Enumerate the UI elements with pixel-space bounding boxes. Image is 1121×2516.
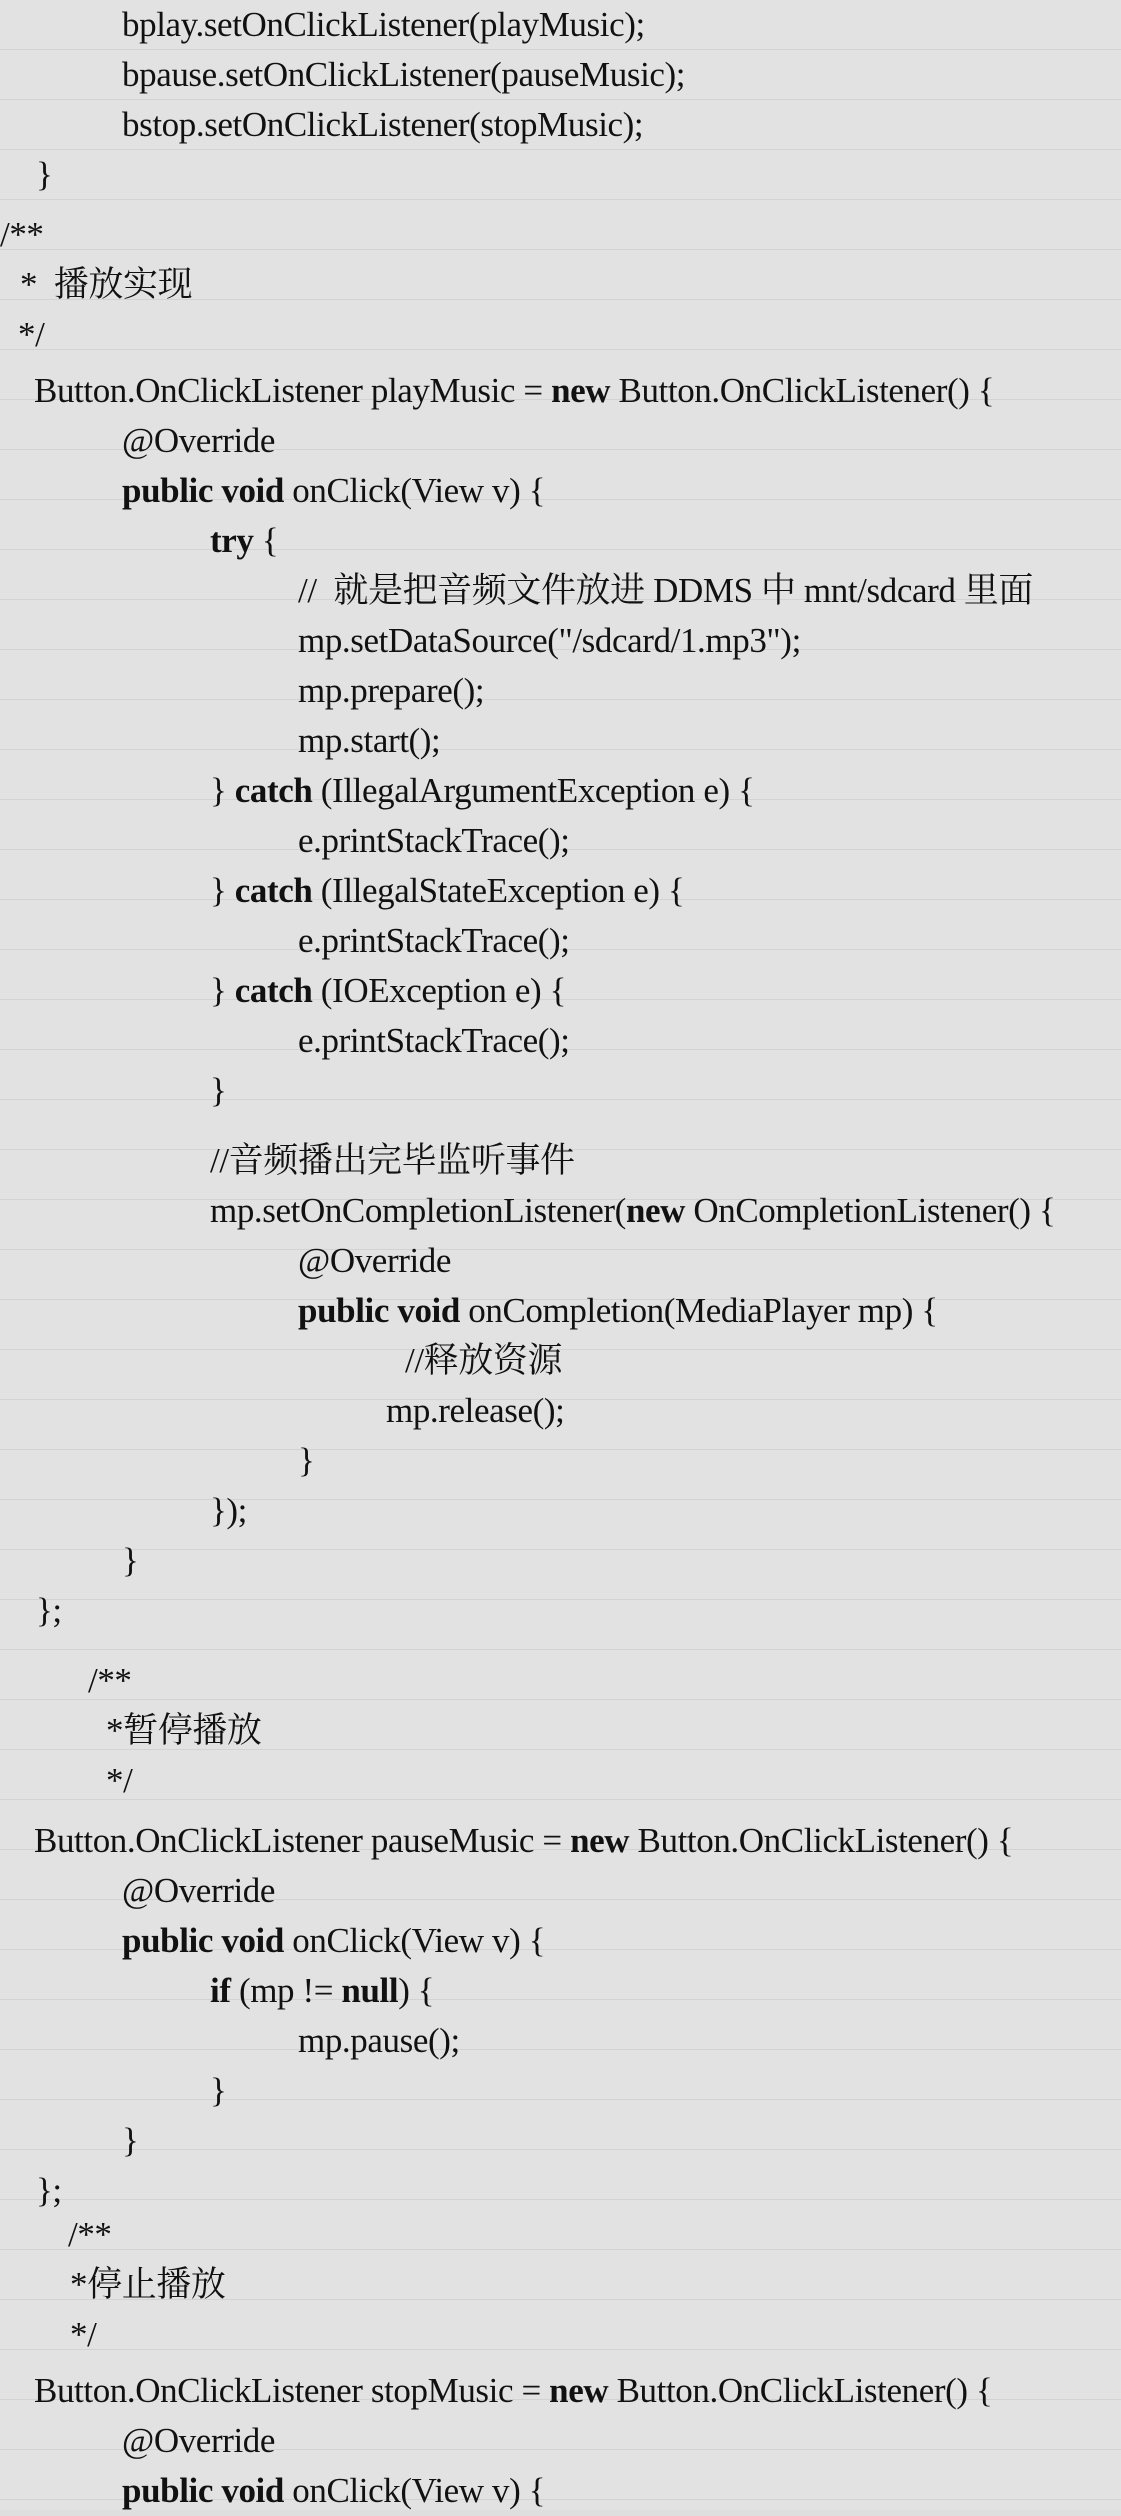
code-line [36,1586,62,1636]
code-text: /** [88,1661,132,1700]
code-text: } [122,2121,139,2160]
code-line [298,1016,570,1066]
code-keyword: null [341,1971,399,2010]
code-line [70,2310,96,2360]
code-text: Button.OnClickListener() { [608,2371,993,2410]
code-text: @Override [122,1871,276,1910]
code-text: Button.OnClickListener() { [629,1821,1014,1860]
code-keyword: void [221,471,284,510]
code-keyword: void [221,2471,284,2510]
code-text: mp.pause(); [298,2021,460,2060]
code-line [36,150,52,200]
code-keyword: public [122,1921,213,1960]
code-line [298,716,440,766]
code-text: } [122,1541,139,1580]
code-line [298,916,570,966]
code-text: bplay.setOnClickListener(playMusic); [122,5,645,44]
code-text: ) { [398,1971,435,2010]
code-text: Button.OnClickListener playMusic = [34,371,552,410]
code-text: }); [210,1491,247,1530]
code-text: @Override [122,2421,276,2460]
code-keyword: new [570,1821,630,1860]
code-text: mp.prepare(); [298,671,485,710]
code-text: onClick(View v) { [283,471,546,510]
code-text: * 播放实现 [20,265,193,304]
code-line [210,1966,434,2016]
code-text: @Override [122,421,276,460]
code-text: *停止播放 [70,2265,226,2304]
code-text: } [36,155,53,194]
code-text: Button.OnClickListener stopMusic = [34,2371,550,2410]
code-line [298,816,570,866]
code-line [210,2066,226,2116]
code-text: (IllegalStateException e) { [312,871,685,910]
code-line [210,1136,575,1186]
code-text: //音频播出完毕监听事件 [210,1141,575,1180]
code-text: e.printStackTrace(); [298,921,570,960]
code-text: } [210,971,235,1010]
code-text: } [210,771,235,810]
code-text: (IllegalArgumentException e) { [312,771,755,810]
code-line [122,1536,138,1586]
code-text: /** [0,215,44,254]
code-line [88,1656,132,1706]
code-keyword: new [625,1191,686,1230]
code-text: e.printStackTrace(); [298,1021,570,1060]
code-line [210,766,755,816]
code-line [210,1066,226,1116]
code-text: onClick(View v) { [283,2471,546,2510]
code-text: OnCompletionListener() { [685,1191,1056,1230]
code-text: bstop.setOnClickListener(stopMusic); [122,105,644,144]
code-keyword: catch [234,871,313,910]
code-line [106,1756,132,1806]
code-text: */ [106,1761,133,1800]
code-line [298,666,484,716]
code-keyword: void [397,1291,460,1330]
code-text: } [210,2071,227,2110]
code-keyword: public [122,2471,213,2510]
code-line [0,210,44,260]
code-text: /** [68,2215,112,2254]
code-line [210,1186,1055,1236]
code-line [68,2210,112,2260]
code-text: */ [70,2315,97,2354]
code-line [34,2366,992,2416]
code-line [122,416,275,466]
code-keyword: public [298,1291,389,1330]
code-line [20,260,192,310]
code-line [210,966,566,1016]
code-line [122,0,645,50]
code-keyword: catch [234,971,313,1010]
code-line [298,1236,451,1286]
code-keyword: public [122,471,213,510]
code-text: // 就是把音频文件放进 DDMS 中 mnt/sdcard 里面 [298,571,1034,610]
code-line [405,1336,562,1386]
code-line [210,866,684,916]
code-line [298,616,801,666]
code-keyword: try [210,521,254,560]
code-line [106,1706,262,1756]
code-line [34,366,994,416]
code-line [298,1436,314,1486]
code-line [18,310,44,360]
code-text: (IOException e) { [312,971,566,1010]
code-text: *暂停播放 [106,1711,262,1750]
code-text: Button.OnClickListener pauseMusic = [34,1821,571,1860]
code-text: (mp != [230,1971,342,2010]
code-line [210,1486,247,1536]
code-text: }; [36,2171,62,2210]
code-line [298,1286,938,1336]
code-line [386,1386,564,1436]
code-text: mp.start(); [298,721,441,760]
code-line [34,1816,1013,1866]
code-line [298,566,1033,616]
code-text: onClick(View v) { [283,1921,546,1960]
code-line [122,2116,138,2166]
code-line [122,50,685,100]
code-text: e.printStackTrace(); [298,821,570,860]
code-text: } [298,1441,315,1480]
code-text: //释放资源 [405,1341,563,1380]
code-text: } [210,871,235,910]
code-line [122,2416,275,2466]
code-text: onCompletion(MediaPlayer mp) { [459,1291,938,1330]
code-line [70,2260,226,2310]
code-line [122,2466,545,2516]
code-text: } [210,1071,227,1110]
code-line [122,466,545,516]
code-line [122,1916,545,1966]
code-text: mp.setDataSource("/sdcard/1.mp3"); [298,621,801,660]
code-keyword: catch [234,771,313,810]
code-text: { [253,521,279,560]
code-text: bpause.setOnClickListener(pauseMusic); [122,55,686,94]
code-text: mp.release(); [386,1391,565,1430]
code-text: Button.OnClickListener() { [610,371,995,410]
code-line [298,2016,460,2066]
code-line [36,2166,62,2216]
code-keyword: void [221,1921,284,1960]
code-keyword: new [549,2371,609,2410]
code-line [210,516,278,566]
code-text: @Override [298,1241,452,1280]
code-keyword: new [551,371,611,410]
code-text: mp.setOnCompletionListener( [210,1191,626,1230]
code-keyword: if [210,1971,231,2010]
code-text: */ [18,315,45,354]
code-line [122,1866,275,1916]
code-text: }; [36,1591,62,1630]
code-line [122,100,643,150]
